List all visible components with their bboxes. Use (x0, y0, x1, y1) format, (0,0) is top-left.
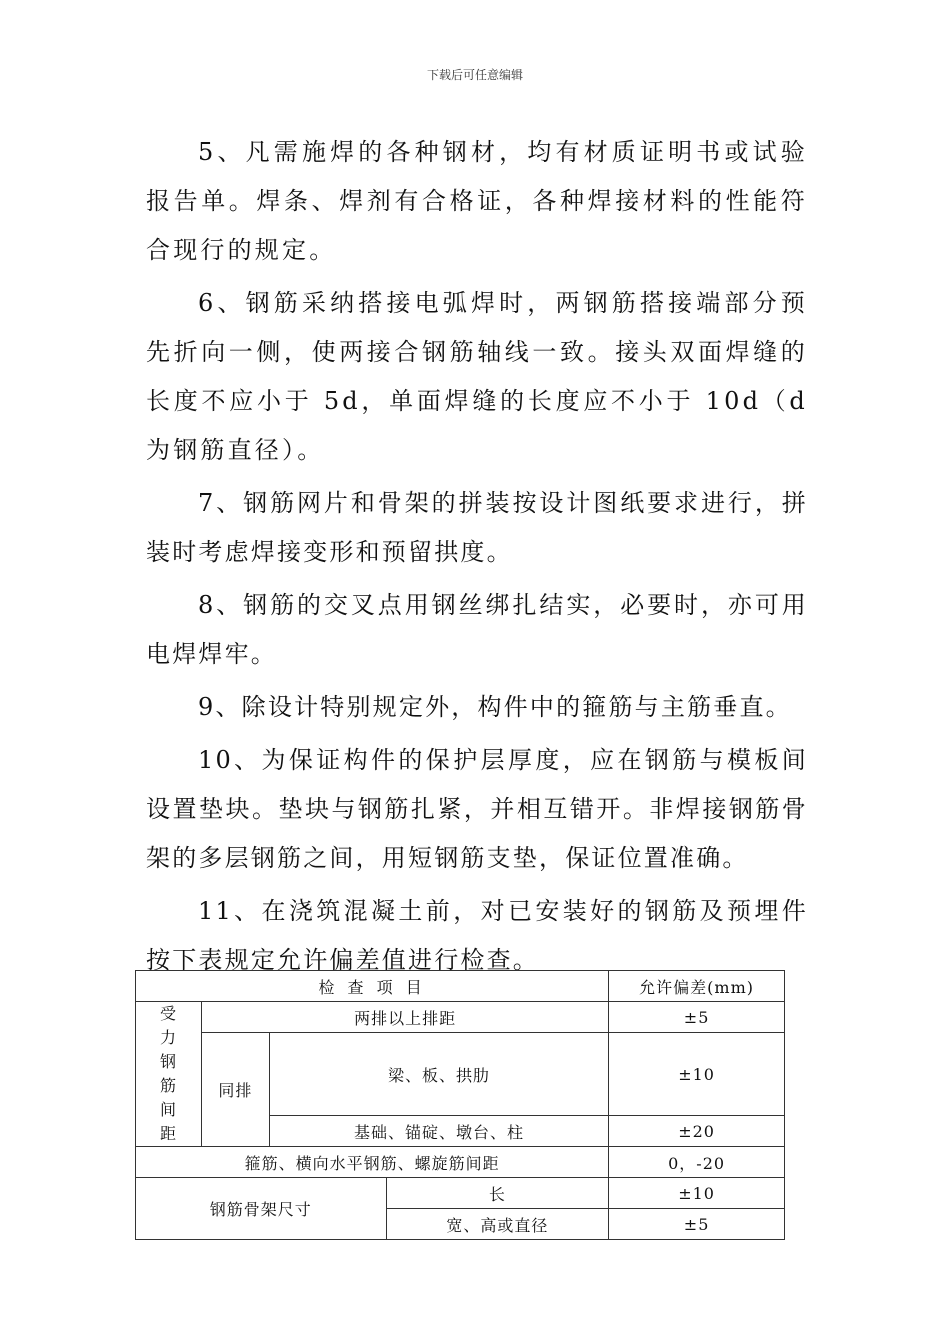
paragraph-item-5: 5、凡需施焊的各种钢材，均有材质证明书或试验报告单。焊条、焊剂有合格证，各种焊接材料的性能符合现行的规定。 (146, 138, 808, 264)
paragraph-item-10: 10、为保证构件的保护层厚度，应在钢筋与模板间设置垫块。垫块与钢筋扎紧，并相互错开。非焊接钢筋骨架的多层钢筋之间，用短钢筋支垫，保证位置准确。 (146, 746, 808, 872)
row-value-cell: ±5 (609, 1209, 785, 1240)
header-tolerance-cell: 允许偏差(mm) (609, 971, 785, 1002)
row-label-cell: 箍筋、横向水平钢筋、螺旋筋间距 (136, 1147, 609, 1178)
document-body (146, 128, 808, 989)
table-row (136, 1178, 785, 1209)
header-item-cell: 检 查 项 目 (136, 971, 609, 1002)
row-value-cell: ±10 (609, 1033, 785, 1116)
row-value-cell: 0，-20 (609, 1147, 785, 1178)
row-label-cell: 两排以上排距 (201, 1002, 608, 1033)
paragraph-item-8: 8、钢筋的交叉点用钢丝绑扎结实，必要时，亦可用电焊焊牢。 (146, 591, 808, 668)
table-row (136, 1147, 785, 1178)
group-label-cell (136, 1002, 202, 1147)
frame-label-cell: 钢筋骨架尺寸 (136, 1178, 387, 1240)
paragraph-item-6: 6、钢筋采纳搭接电弧焊时，两钢筋搭接端部分预先折向一侧，使两接合钢筋轴线一致。接头双面焊缝的长度不应小于 5d，单面焊缝的长度应不小于 10d（d 为钢筋直径）。 (146, 289, 808, 464)
row-label-cell: 宽、高或直径 (386, 1209, 609, 1240)
table-row (136, 1002, 785, 1033)
row-label-cell: 长 (386, 1178, 609, 1209)
row-label-cell: 基础、锚碇、墩台、柱 (269, 1116, 608, 1147)
inspection-tolerance-table (135, 970, 785, 1240)
same-row-label-cell: 同排 (201, 1033, 269, 1147)
table-row (136, 1033, 785, 1116)
table-header-row (136, 971, 785, 1002)
row-value-cell: ±5 (609, 1002, 785, 1033)
page-header-note: 下载后可任意编辑 (426, 68, 523, 82)
paragraph-item-7: 7、钢筋网片和骨架的拼装按设计图纸要求进行，拼装时考虑焊接变形和预留拱度。 (146, 489, 808, 566)
group-label-text: 受力钢筋间距 (159, 1004, 177, 1143)
paragraph-item-9: 9、除设计特别规定外，构件中的箍筋与主筋垂直。 (198, 693, 792, 721)
paragraph-item-11: 11、在浇筑混凝土前，对已安装好的钢筋及预埋件按下表规定允许偏差值进行检查。 (146, 897, 808, 974)
row-value-cell: ±10 (609, 1178, 785, 1209)
row-label-cell: 梁、板、拱肋 (269, 1033, 608, 1116)
row-value-cell: ±20 (609, 1116, 785, 1147)
